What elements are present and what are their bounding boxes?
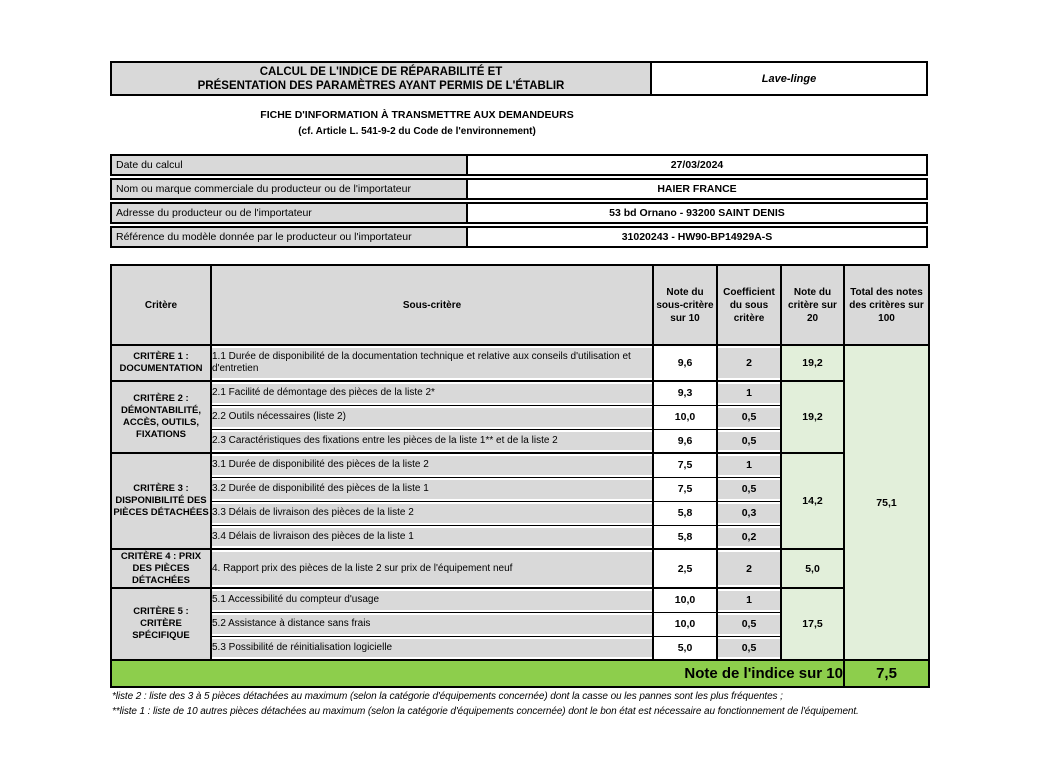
info-row-label: Référence du modèle donnée par le producteur ou l'importateur (112, 228, 468, 246)
subcriterion-note-cell: 5,8 (653, 501, 717, 525)
document-title-line-2: PRÉSENTATION DES PARAMÈTRES AYANT PERMIS DE L'ÉTABLIR (197, 79, 565, 92)
footnote-liste-1: **liste 1 : liste de 10 autres pièces détachées au maximum (selon la catégorie d'équipements concernée) dont le bon état est nécessaire au fonctionnement de l'équipement. (112, 705, 859, 717)
subcriterion-note-cell: 7,5 (653, 477, 717, 501)
subcriterion-label-cell: 5.3 Possibilité de réinitialisation logicielle (211, 636, 653, 660)
subcriterion-label-cell: 5.1 Accessibilité du compteur d'usage (211, 588, 653, 612)
criterion-name-cell: CRITÈRE 3 : DISPONIBILITÉ DES PIÈCES DÉTACHÉES (111, 453, 211, 549)
info-row-value: HAIER FRANCE (657, 183, 737, 195)
info-row-label: Adresse du producteur ou de l'importateur (112, 204, 468, 222)
info-row-model-reference (110, 226, 928, 248)
criterion-name-cell: CRITÈRE 4 : PRIX DES PIÈCES DÉTACHÉES (111, 549, 211, 588)
criterion-note20-cell: 17,5 (781, 588, 844, 660)
header-title-box (110, 61, 928, 96)
info-row-value: 31020243 - HW90-BP14929A-S (621, 231, 773, 243)
subcriterion-note-cell: 2,5 (653, 549, 717, 588)
subcriterion-label-cell: 1.1 Durée de disponibilité de la documentation technique et relative aux conseils d'utilisation et d'entretien (211, 345, 653, 381)
footnotes (112, 690, 942, 719)
info-row-producer-name (110, 178, 928, 200)
subcriterion-note-cell: 5,8 (653, 525, 717, 549)
subcriterion-coefficient-cell: 0,2 (717, 525, 781, 549)
criterion-name-cell: CRITÈRE 1 : DOCUMENTATION (111, 345, 211, 381)
table-row (111, 345, 929, 381)
column-header-note-sous-critere: Note du sous-critère sur 10 (653, 265, 717, 345)
info-row-value: 53 bd Ornano - 93200 SAINT DENIS (609, 207, 785, 219)
subcriterion-label-cell: 5.2 Assistance à distance sans frais (211, 612, 653, 636)
column-header-note-critere: Note du critère sur 20 (781, 265, 844, 345)
info-row-label: Nom ou marque commerciale du producteur ou de l'importateur (112, 180, 468, 198)
total-notes-cell: 75,1 (844, 345, 929, 660)
document-title-line-1: CALCUL DE L'INDICE DE RÉPARABILITÉ ET (259, 65, 503, 78)
criterion-note20-cell: 14,2 (781, 453, 844, 549)
subcriterion-note-cell: 5,0 (653, 636, 717, 660)
subcriterion-coefficient-cell: 0,5 (717, 612, 781, 636)
subcriterion-label-cell: 2.3 Caractéristiques des fixations entre les pièces de la liste 1** et de la liste 2 (211, 429, 653, 453)
criterion-name-cell: CRITÈRE 2 : DÉMONTABILITÉ, ACCÈS, OUTILS, FIXATIONS (111, 381, 211, 453)
subcriterion-label-cell: 2.2 Outils nécessaires (liste 2) (211, 405, 653, 429)
criterion-note20-cell: 19,2 (781, 345, 844, 381)
final-score-row (111, 660, 929, 687)
subtitle-line-1: FICHE D'INFORMATION À TRANSMETTRE AUX DEMANDEURS (260, 109, 574, 121)
info-row-value: 27/03/2024 (670, 159, 724, 171)
subcriterion-note-cell: 9,6 (653, 429, 717, 453)
subcriterion-coefficient-cell: 0,5 (717, 429, 781, 453)
subcriterion-coefficient-cell: 1 (717, 381, 781, 405)
subcriterion-label-cell: 3.3 Délais de livraison des pièces de la liste 2 (211, 501, 653, 525)
subtitle-line-2: (cf. Article L. 541-9-2 du Code de l'environnement) (298, 126, 536, 137)
info-row-label: Date du calcul (112, 156, 468, 174)
criterion-note20-cell: 19,2 (781, 381, 844, 453)
table-row (111, 381, 929, 405)
subcriterion-coefficient-cell: 1 (717, 588, 781, 612)
subcriterion-label-cell: 3.4 Délais de livraison des pièces de la liste 1 (211, 525, 653, 549)
column-header-total: Total des notes des critères sur 100 (844, 265, 929, 345)
subcriterion-note-cell: 7,5 (653, 453, 717, 477)
subcriterion-coefficient-cell: 0,5 (717, 405, 781, 429)
info-row-date (110, 154, 928, 176)
final-score-label: Note de l'indice sur 10 (111, 660, 844, 687)
footnote-liste-2: *liste 2 : liste des 3 à 5 pièces détachées au maximum (selon la catégorie d'équipements concernée) dont la casse ou les pannes sont les plus fréquentes ; (112, 691, 783, 702)
final-score-value: 7,5 (844, 660, 929, 687)
subcriterion-note-cell: 10,0 (653, 588, 717, 612)
column-header-coefficient: Coefficient du sous critère (717, 265, 781, 345)
subcriterion-coefficient-cell: 0,3 (717, 501, 781, 525)
subcriterion-note-cell: 9,3 (653, 381, 717, 405)
subcriterion-label-cell: 4. Rapport prix des pièces de la liste 2 sur prix de l'équipement neuf (211, 549, 653, 588)
producer-info-table (110, 154, 928, 248)
subcriterion-label-cell: 2.1 Facilité de démontage des pièces de la liste 2* (211, 381, 653, 405)
subcriterion-note-cell: 9,6 (653, 345, 717, 381)
table-header-row (111, 265, 929, 345)
subcriterion-label-cell: 3.1 Durée de disponibilité des pièces de la liste 2 (211, 453, 653, 477)
subcriterion-note-cell: 10,0 (653, 612, 717, 636)
subcriterion-coefficient-cell: 2 (717, 345, 781, 381)
subcriterion-coefficient-cell: 1 (717, 453, 781, 477)
table-row (111, 453, 929, 477)
column-header-sous-critere: Sous-critère (211, 265, 653, 345)
subcriterion-coefficient-cell: 2 (717, 549, 781, 588)
subcriterion-coefficient-cell: 0,5 (717, 636, 781, 660)
document-subtitle (110, 109, 724, 137)
criterion-note20-cell: 5,0 (781, 549, 844, 588)
subcriterion-coefficient-cell: 0,5 (717, 477, 781, 501)
info-row-producer-address (110, 202, 928, 224)
criterion-name-cell: CRITÈRE 5 : CRITÈRE SPÉCIFIQUE (111, 588, 211, 660)
document-title (112, 63, 652, 94)
table-row (111, 549, 929, 588)
subcriterion-label-cell: 3.2 Durée de disponibilité des pièces de la liste 1 (211, 477, 653, 501)
criteria-table (110, 264, 930, 688)
subcriterion-note-cell: 10,0 (653, 405, 717, 429)
table-row (111, 588, 929, 612)
column-header-critere: Critère (111, 265, 211, 345)
product-type-label: Lave-linge (652, 63, 926, 94)
